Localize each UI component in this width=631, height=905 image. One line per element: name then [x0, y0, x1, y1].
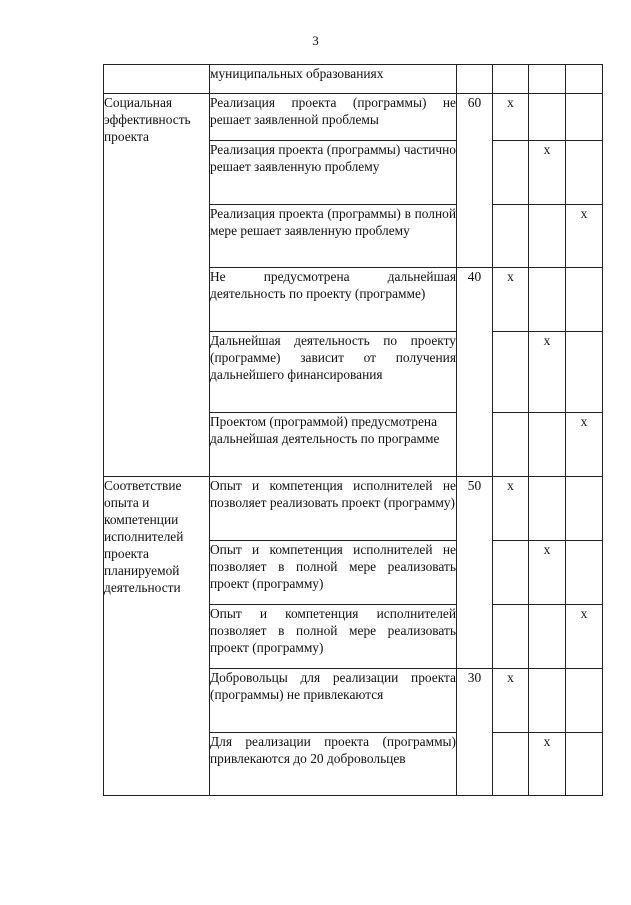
description-cell: Реализация проекта (программы) не решает заявленной проблемы: [210, 94, 457, 141]
table-row: [104, 477, 603, 541]
table-row: [104, 94, 603, 141]
mark-cell: х: [493, 268, 529, 332]
score-cell: 30: [457, 669, 493, 796]
description-cell: Для реализации проекта (программы) привлекаются до 20 добровольцев: [210, 733, 457, 796]
mark-cell: х: [529, 141, 566, 205]
score-cell: 50: [457, 477, 493, 669]
description-cell: Опыт и компетенция исполнителей не позволяет реализовать проект (программу): [210, 477, 457, 541]
mark-cell: х: [566, 205, 603, 268]
mark-cell: х: [493, 669, 529, 733]
description-cell: Добровольцы для реализации проекта (программы) не привлекаются: [210, 669, 457, 733]
description-cell: Опыт и компетенция исполнителей позволяет в полной мере реализовать проект (программу): [210, 605, 457, 669]
description-cell: Опыт и компетенция исполнителей не позволяет в полной мере реализовать проект (программу): [210, 541, 457, 605]
table-row: [104, 65, 603, 94]
mark-cell: х: [566, 605, 603, 669]
mark-cell: х: [529, 332, 566, 413]
description-cell: Реализация проекта (программы) частично решает заявленную проблему: [210, 141, 457, 205]
mark-cell: х: [493, 477, 529, 541]
criterion-cell: Социальная эффективность проекта: [104, 94, 210, 477]
criterion-cell: Соответствие опыта и компетенции исполнителей проекта планируемой деятельности: [104, 477, 210, 796]
mark-cell: х: [529, 541, 566, 605]
description-cell: Проектом (программой) предусмотрена дальнейшая деятельность по программе: [210, 413, 457, 477]
criterion-cell: [104, 65, 210, 94]
page-number: 3: [312, 33, 319, 48]
description-cell: Дальнейшая деятельность по проекту (программе) зависит от получения дальнейшего финансирования: [210, 332, 457, 413]
description-cell: муниципальных образованиях: [210, 65, 457, 94]
description-cell: Реализация проекта (программы) в полной мере решает заявленную проблему: [210, 205, 457, 268]
score-cell: 40: [457, 268, 493, 477]
mark-cell: х: [566, 413, 603, 477]
score-cell: 60: [457, 94, 493, 268]
description-cell: Не предусмотрена дальнейшая деятельность по проекту (программе): [210, 268, 457, 332]
mark-cell: х: [493, 94, 529, 141]
mark-cell: х: [529, 733, 566, 796]
evaluation-criteria-table: [103, 64, 603, 796]
